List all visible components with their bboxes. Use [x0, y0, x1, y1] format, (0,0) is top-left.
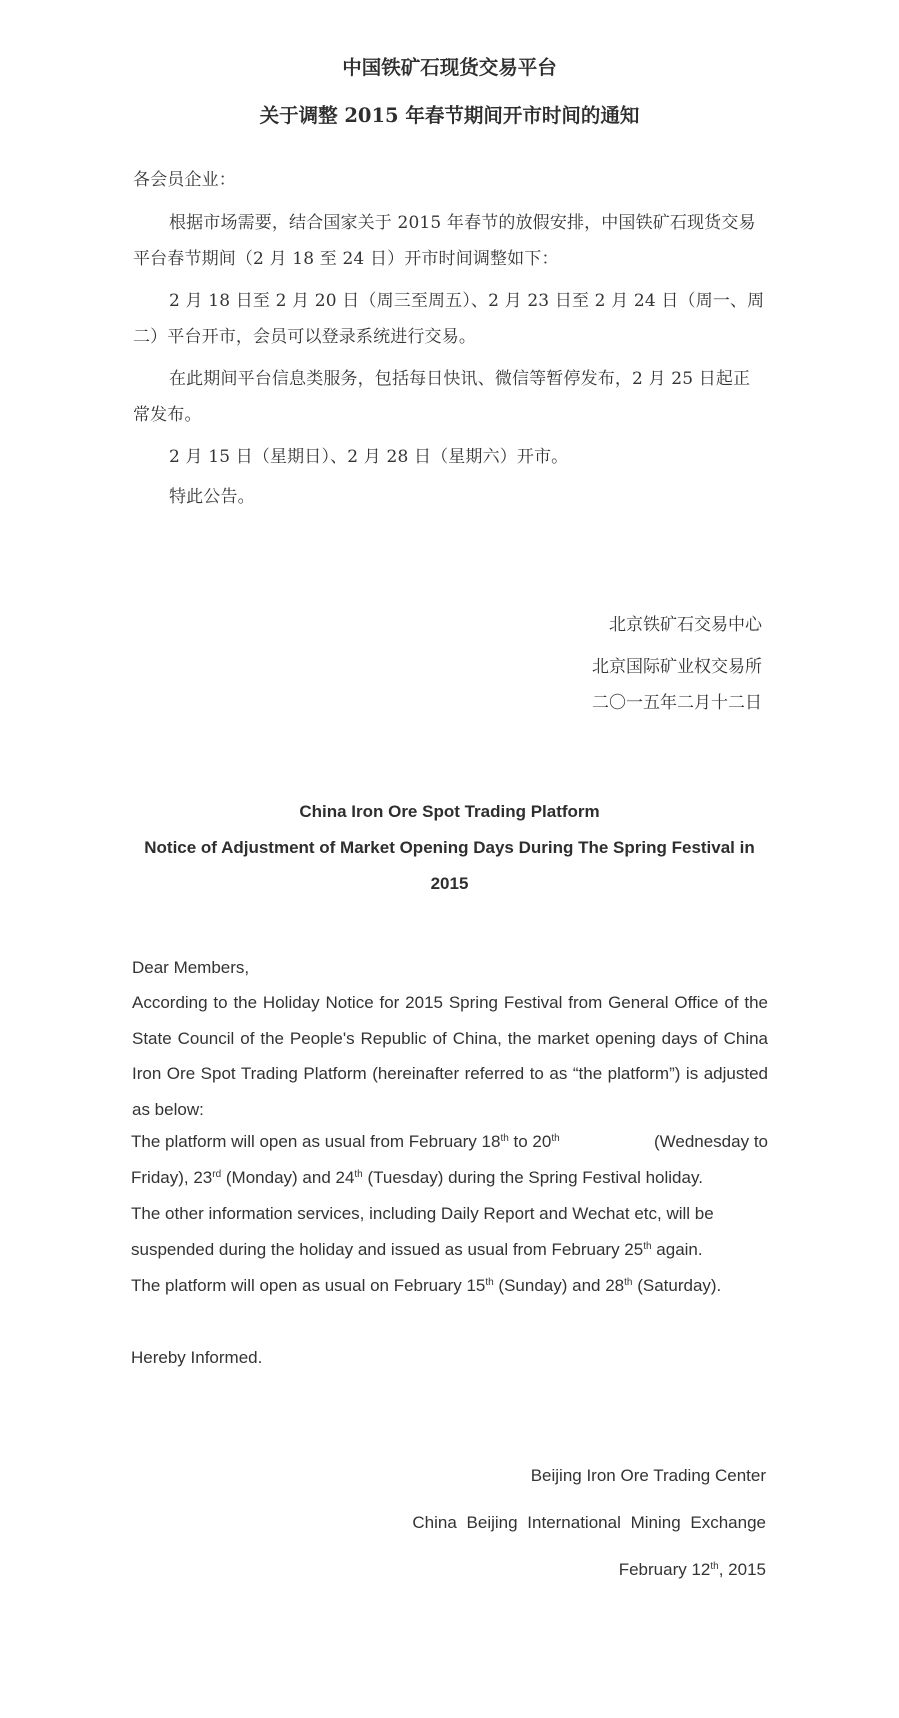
en-line-1-part-c: (Wednesday to: [653, 1132, 768, 1151]
en-line-opening-days: [131, 1124, 768, 1160]
cn-title-notice: 关于调整 2015 年春节期间开市时间的通知: [259, 104, 640, 127]
en-line-suspended: suspended during the holiday and issued as usual from February 25th again.: [131, 1240, 703, 1259]
en-title-platform: China Iron Ore Spot Trading Platform: [299, 802, 600, 821]
en-signature-exchange: China Beijing International Mining Exchange: [412, 1513, 766, 1532]
cn-paragraph-1: 根据市场需要，结合国家关于 2015 年春节的放假安排，中国铁矿石现货交易平台春节期间（2 月 18 至 24 日）开市时间调整如下：: [133, 213, 756, 269]
en-line-holiday-days: Friday), 23rd (Monday) and 24th (Tuesday) during the Spring Festival holiday.: [131, 1168, 703, 1187]
cn-signature-center: 北京铁矿石交易中心: [609, 615, 762, 635]
en-signature-date: February 12th, 2015: [618, 1560, 766, 1579]
en-paragraph-1: According to the Holiday Notice for 2015 Spring Festival from General Office of the State Council of the People's Republic of China, the market opening days of China Iron Ore Spot Trading Platform (hereinafter referred to as “the platform”) is adjusted as below:: [132, 993, 768, 1119]
cn-paragraph-3: 在此期间平台信息类服务，包括每日快讯、微信等暂停发布，2 月 25 日起正常发布。: [133, 369, 751, 425]
en-title-notice: Notice of Adjustment of Market Opening Days During The Spring Festival in 2015: [144, 838, 755, 893]
en-closing: Hereby Informed.: [131, 1348, 263, 1367]
en-line-weekend-open: The platform will open as usual on February 15th (Sunday) and 28th (Saturday).: [131, 1276, 722, 1295]
cn-salutation: 各会员企业：: [133, 170, 236, 190]
en-line-info-services: The other information services, including Daily Report and Wechat etc, will be: [131, 1204, 714, 1223]
cn-title-platform: 中国铁矿石现货交易平台: [342, 56, 557, 79]
cn-paragraph-2: 2 月 18 日至 2 月 20 日（周三至周五）、2 月 23 日至 2 月 24 日（周一、周二）平台开市，会员可以登录系统进行交易。: [133, 291, 765, 347]
cn-signature-date: 二〇一五年二月十二日: [592, 693, 762, 713]
en-salutation: Dear Members,: [132, 958, 250, 977]
cn-signature-exchange: 北京国际矿业权交易所: [592, 657, 762, 677]
en-signature-center: Beijing Iron Ore Trading Center: [530, 1466, 766, 1485]
cn-paragraph-5: 特此公告。: [169, 487, 255, 507]
cn-paragraph-4: 2 月 15 日（星期日）、2 月 28 日（星期六）开市。: [169, 447, 569, 467]
en-line-1-part-a: The platform will open as usual from February 18th to 20th: [131, 1132, 560, 1151]
